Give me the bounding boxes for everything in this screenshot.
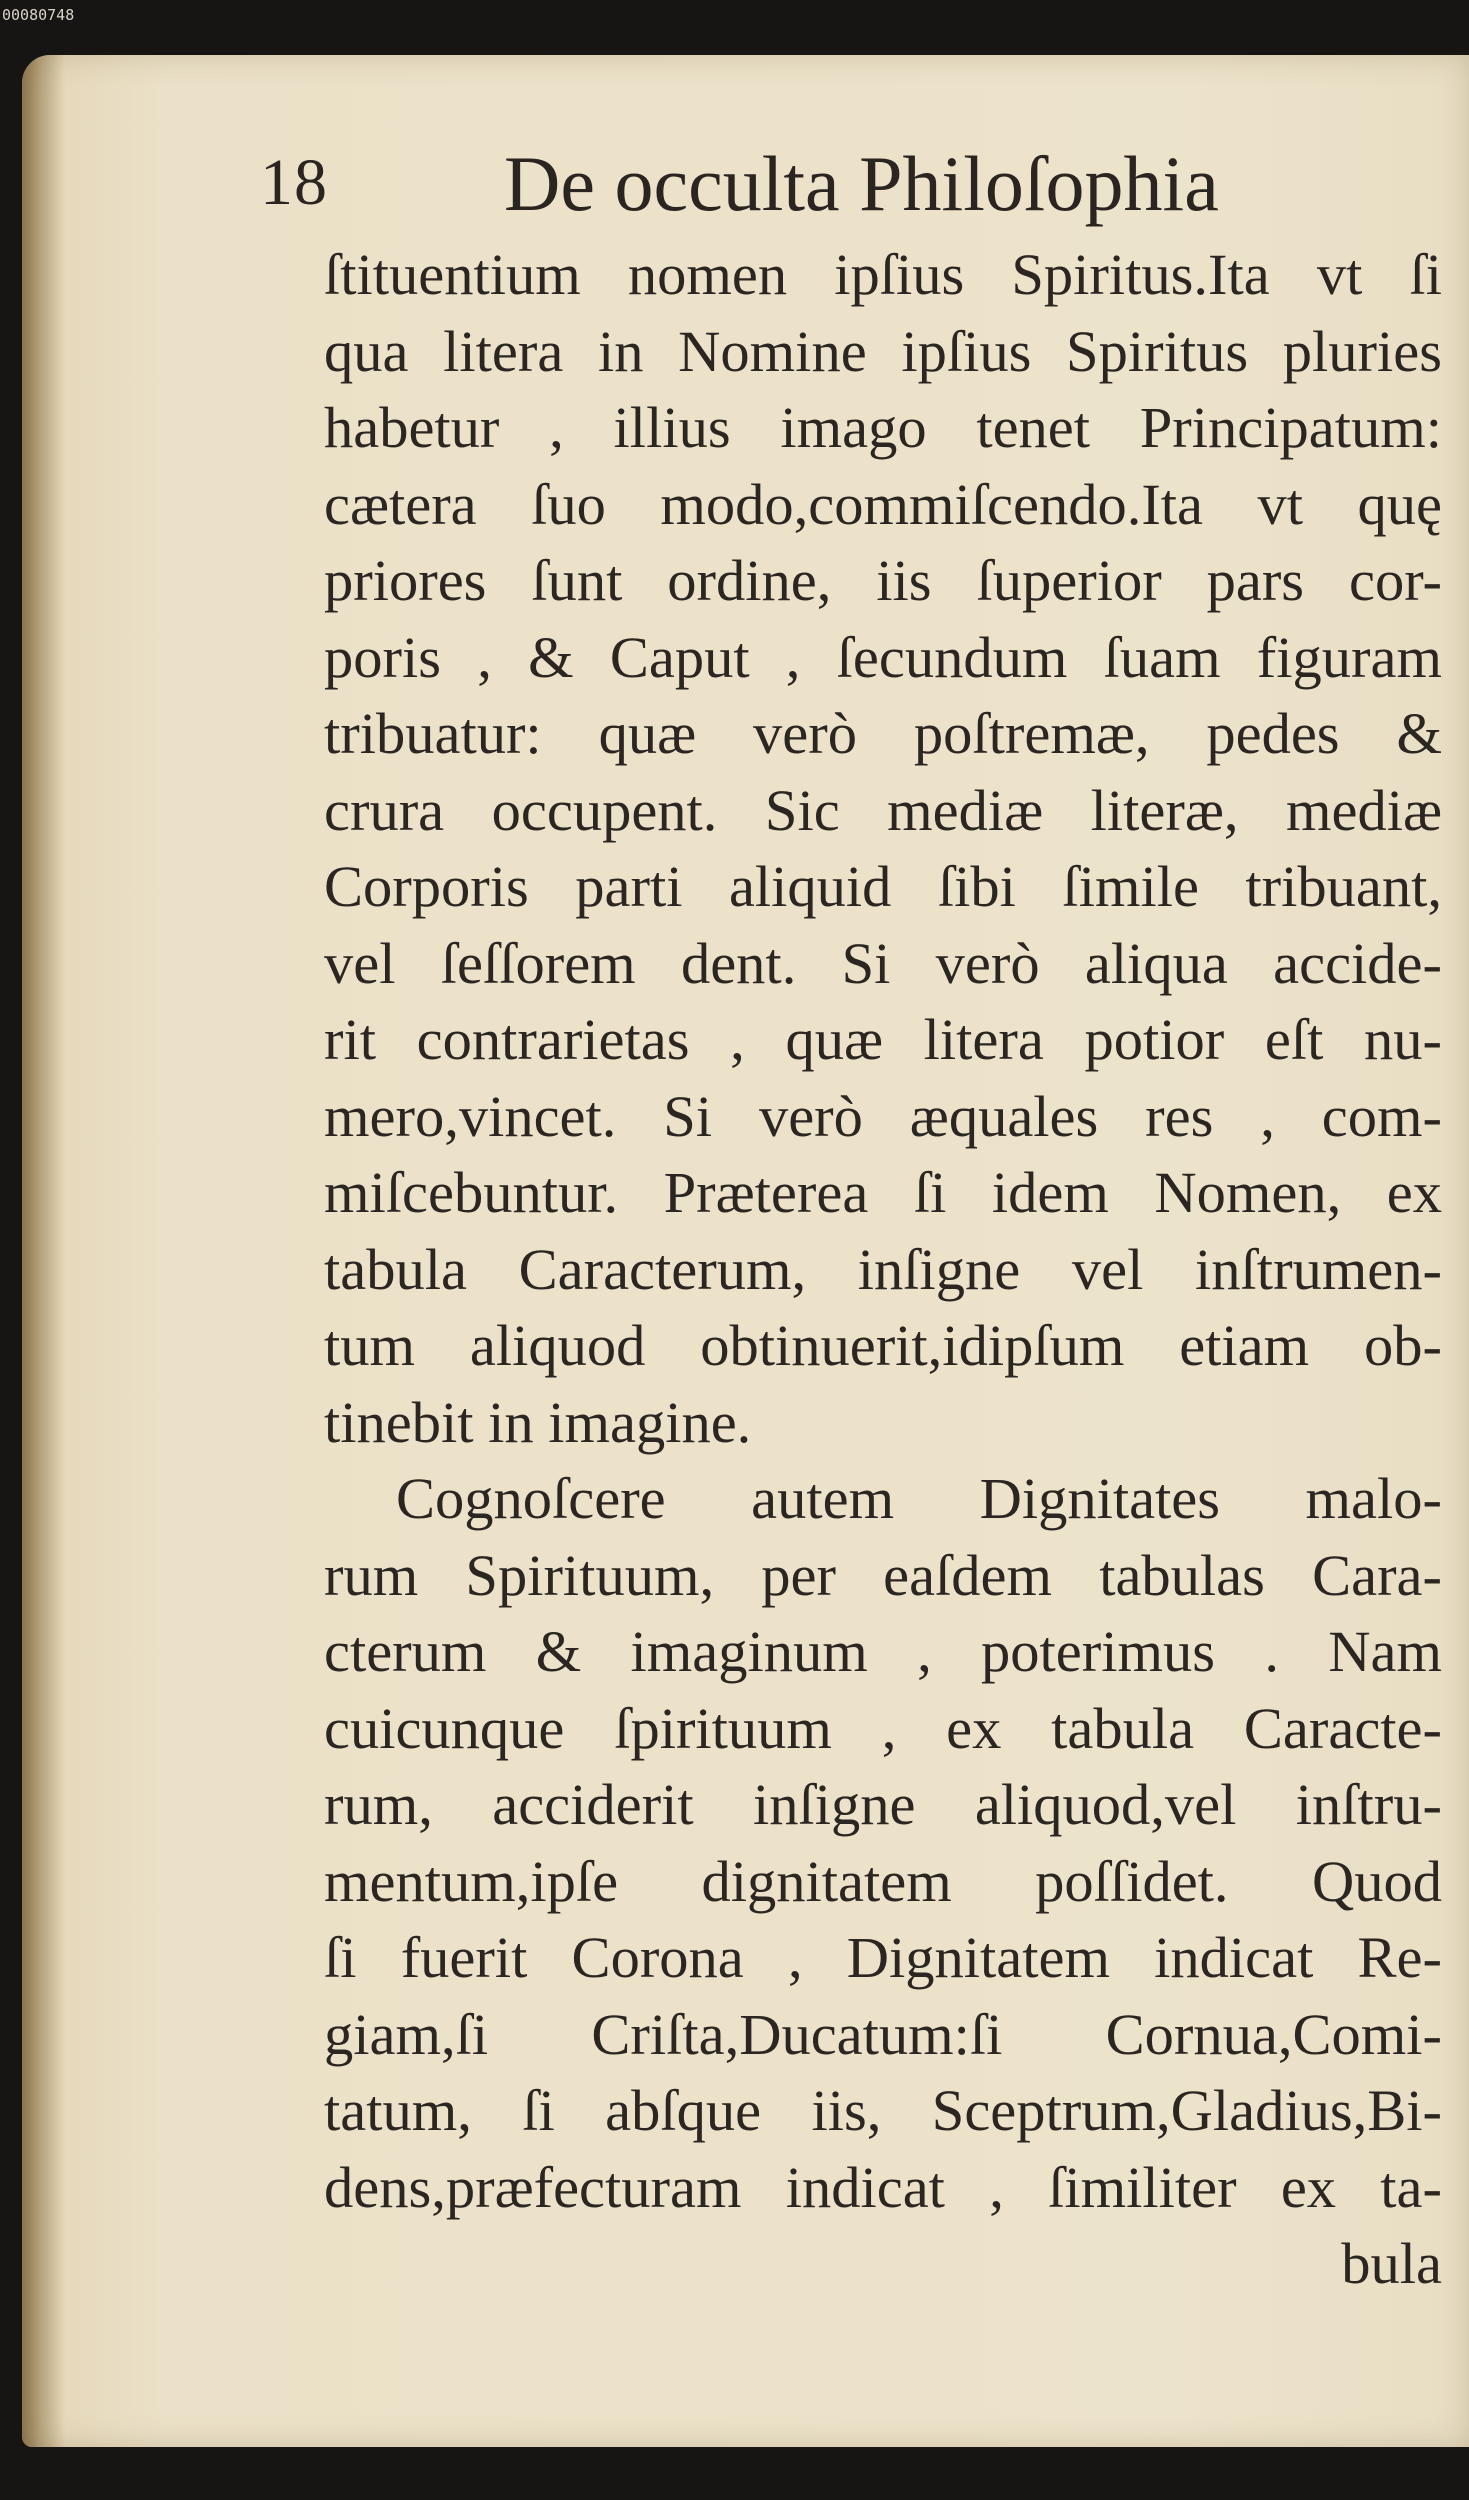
- text-line: cuicunque ſpirituum , ex tabula Caracte-: [324, 1695, 1442, 1761]
- text-line: crura occupent. Sic mediæ literæ, mediæ: [324, 777, 1442, 843]
- text-line: giam,ſi Criſta,Ducatum:ſi Cornua,Comi-: [324, 2001, 1442, 2067]
- text-line: vel ſeſſorem dent. Si verò aliqua accide-: [324, 930, 1442, 996]
- book-page: [22, 55, 1469, 2447]
- text-line: habetur , illius imago tenet Principatum:: [324, 395, 1442, 460]
- text-line: priores ſunt ordine, iis ſuperior pars cor-: [324, 548, 1442, 613]
- text-line: ſtituentium nomen ipſius Spiritus.Ita vt ſi: [324, 242, 1442, 307]
- text-line: mentum,ipſe dignitatem poſſidet. Quod: [324, 1848, 1442, 1914]
- catchword: bula: [1341, 2231, 1442, 2296]
- text-line: tum aliquod obtinuerit,idipſum etiam ob-: [324, 1313, 1442, 1378]
- page-number: 18: [260, 146, 328, 219]
- text-line: tribuatur: quæ verò poſtremæ, pedes &: [324, 701, 1442, 766]
- text-line: mero,vincet. Si verò æquales res , com-: [324, 1083, 1442, 1149]
- running-title: De occulta Philoſophia: [504, 140, 1219, 227]
- text-line: cætera ſuo modo,commiſcendo.Ita vt quę: [324, 471, 1442, 537]
- paragraph-start-line: Cognoſcere autem Dignitates malo-: [396, 1466, 1442, 1531]
- text-line: ſi fuerit Corona , Dignitatem indicat Re-: [324, 1925, 1442, 1990]
- text-line: tabula Caracterum, inſigne vel inſtrumen-: [324, 1236, 1442, 1302]
- text-line: tatum, ſi abſque iis, Sceptrum,Gladius,Bi-: [324, 2078, 1442, 2143]
- text-line: qua litera in Nomine ipſius Spiritus pluries: [324, 318, 1442, 384]
- text-line: miſcebuntur. Præterea ſi idem Nomen, ex: [324, 1160, 1442, 1225]
- text-line: cterum & imaginum , poterimus . Nam: [324, 1619, 1442, 1684]
- text-line: rum, acciderit inſigne aliquod,vel inſtru-: [324, 1772, 1442, 1837]
- paragraph-end-line: tinebit in imagine.: [324, 1389, 752, 1455]
- spine-shadow: [22, 55, 64, 2447]
- text-line: Corporis parti aliquid ſibi ſimile tribuant,: [324, 854, 1442, 919]
- text-line: dens,præfecturam indicat , ſimiliter ex ta-: [324, 2154, 1442, 2220]
- text-line: poris , & Caput , ſecundum ſuam figuram: [324, 624, 1442, 690]
- text-line: rit contrarietas , quæ litera potior eſt nu-: [324, 1007, 1442, 1072]
- page-header: [22, 105, 1469, 227]
- image-id-label: 00080748: [2, 6, 75, 24]
- body-text: [324, 237, 1442, 2303]
- text-line: rum Spirituum, per eaſdem tabulas Cara-: [324, 1542, 1442, 1608]
